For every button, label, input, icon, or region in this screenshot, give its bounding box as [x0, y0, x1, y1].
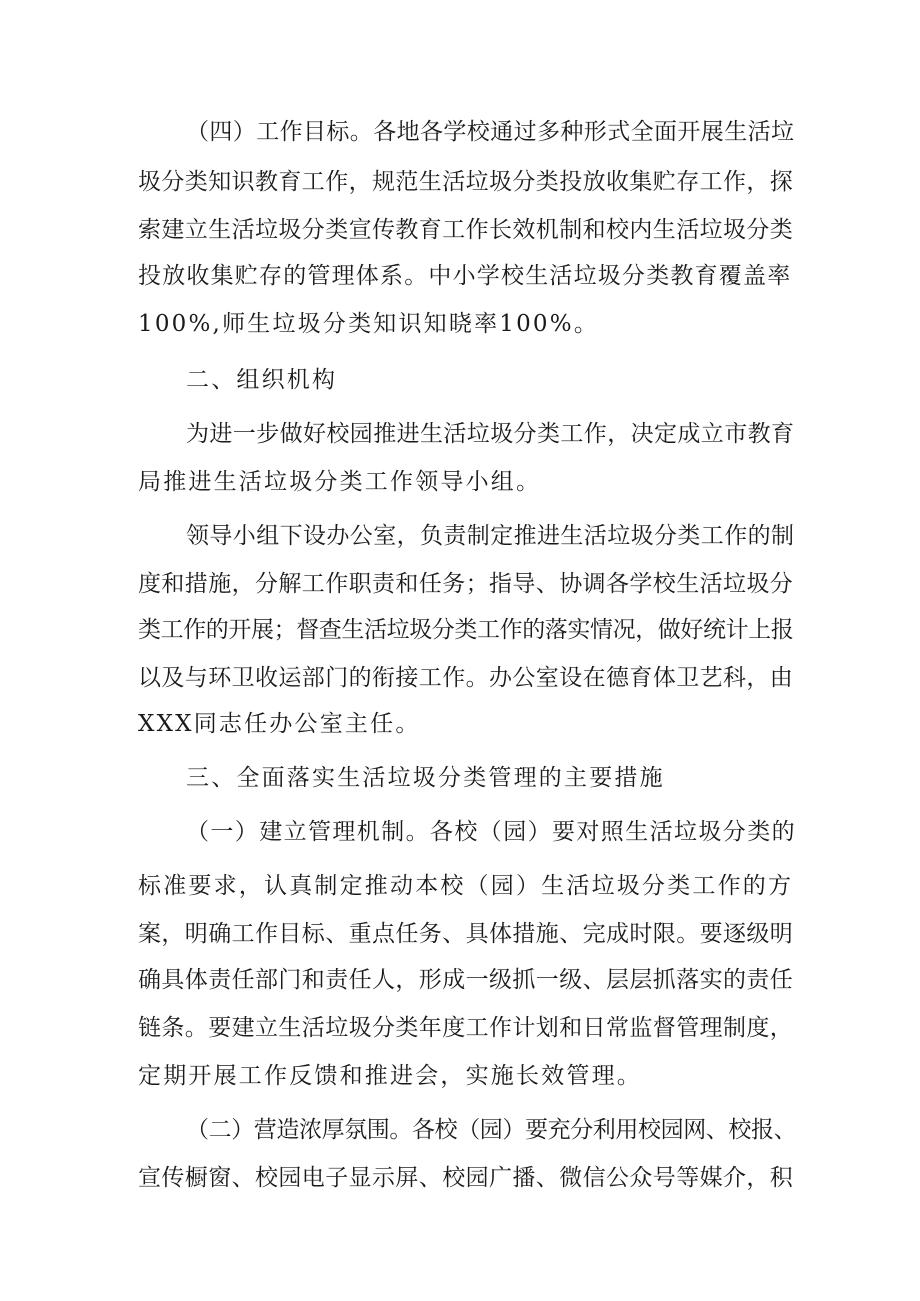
para-atmosphere-line-2: 宣传橱窗、校园电子显示屏、校园广播、微信公众号等媒介，积: [138, 1165, 794, 1191]
para-leading-group-line-1: 为进一步做好校园推进生活垃圾分类工作，决定成立市教育: [186, 421, 795, 447]
para-work-goal-line-5: 100%,师生垃圾分类知识知晓率100%。: [138, 311, 600, 337]
para-leading-group-line-2: 局推进生活垃圾分类工作领导小组。: [138, 469, 542, 495]
para-office-line-2: 度和措施，分解工作职责和任务；指导、协调各学校生活垃圾分: [138, 571, 794, 597]
para-mechanism-line-2: 标准要求，认真制定推动本校（园）生活垃圾分类工作的方: [138, 873, 794, 899]
para-mechanism-line-6: 定期开展工作反馈和推进会，实施长效管理。: [138, 1063, 642, 1089]
para-mechanism-line-1: （一）建立管理机制。各校（园）要对照生活垃圾分类的: [186, 819, 796, 845]
para-work-goal-line-2: 圾分类知识教育工作，规范生活垃圾分类投放收集贮存工作，探: [138, 169, 794, 195]
para-work-goal-line-3: 索建立生活垃圾分类宣传教育工作长效机制和校内生活垃圾分类: [138, 217, 794, 243]
section-heading-measures: 三、全面落实生活垃圾分类管理的主要措施: [186, 765, 665, 791]
para-mechanism-line-4: 确具体责任部门和责任人，形成一级抓一级、层层抓落实的责任: [138, 967, 794, 993]
section-heading-organization: 二、组织机构: [186, 367, 338, 393]
para-work-goal-line-4: 投放收集贮存的管理体系。中小学校生活垃圾分类教育覆盖率: [138, 263, 792, 289]
para-office-line-5: XXX同志任办公室主任。: [138, 711, 421, 737]
para-office-line-1: 领导小组下设办公室，负责制定推进生活垃圾分类工作的制: [186, 523, 795, 549]
para-office-line-4: 以及与环卫收运部门的衔接工作。办公室设在德育体卫艺科，由: [138, 665, 794, 691]
para-office-line-3: 类工作的开展；督查生活垃圾分类工作的落实情况，做好统计上报: [138, 617, 794, 643]
para-mechanism-line-5: 链条。要建立生活垃圾分类年度工作计划和日常监督管理制度，: [138, 1015, 794, 1041]
para-atmosphere-line-1: （二）营造浓厚氛围。各校（园）要充分利用校园网、校报、: [186, 1117, 797, 1143]
para-work-goal-line-1: （四）工作目标。各地各学校通过多种形式全面开展生活垃: [186, 119, 795, 145]
para-mechanism-line-3: 案，明确工作目标、重点任务、具体措施、完成时限。要逐级明: [138, 921, 794, 947]
